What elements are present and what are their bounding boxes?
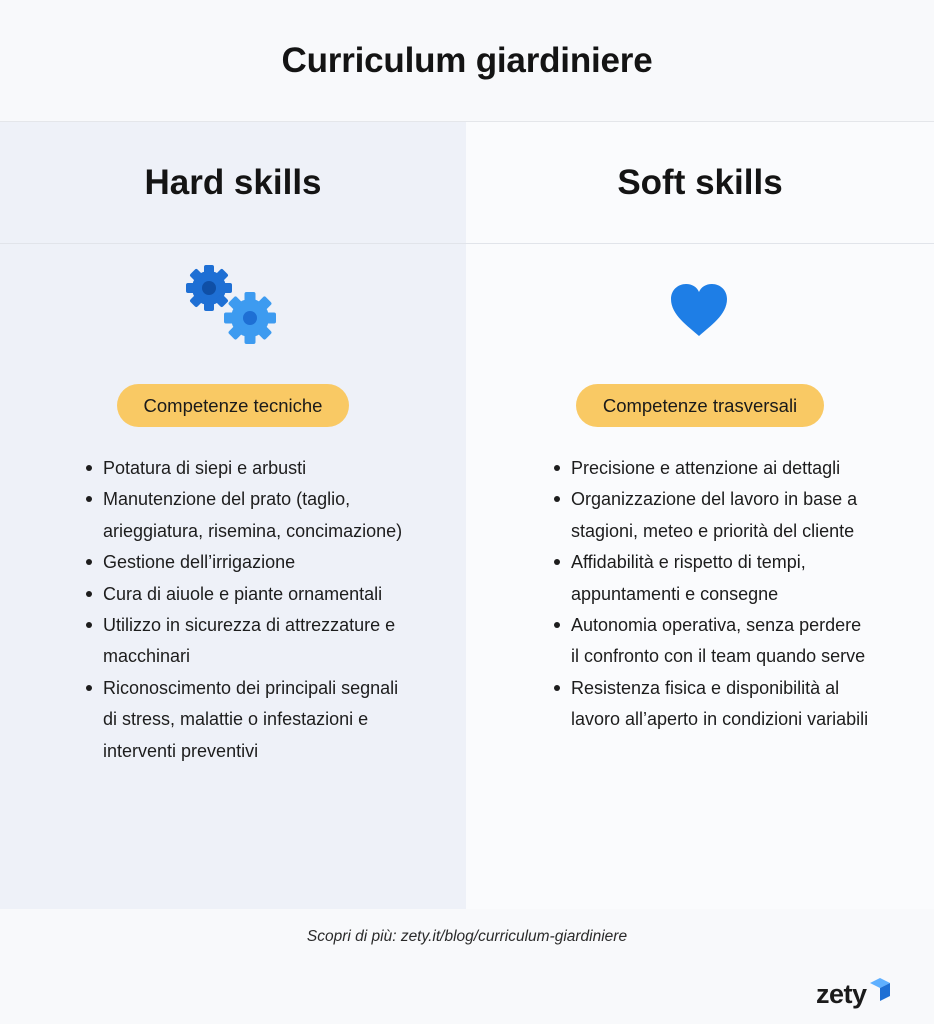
list-item: Resistenza fisica e disponibilità al lavoro all’aperto in condizioni variabili <box>552 673 872 736</box>
soft-skills-list <box>552 453 872 736</box>
hard-skills-header <box>0 122 466 244</box>
soft-skills-column <box>466 122 934 909</box>
list-item: Affidabilità e rispetto di tempi, appuntamenti e consegne <box>552 547 872 610</box>
source-link[interactable]: Scopri di più: zety.it/blog/curriculum-giardiniere <box>306 928 628 945</box>
list-item: Riconoscimento dei principali segnali di stress, malattie o infestazioni e interventi preventivi <box>84 673 414 767</box>
soft-skills-header <box>466 122 934 244</box>
hard-skills-list <box>84 453 414 767</box>
soft-skills-badge: Competenze trasversali <box>576 384 824 427</box>
list-item: Organizzazione del lavoro in base a stagioni, meteo e priorità del cliente <box>552 484 872 547</box>
gears-icon <box>182 262 282 346</box>
list-item: Utilizzo in sicurezza di attrezzature e macchinari <box>84 610 414 673</box>
zety-logo <box>816 974 896 1014</box>
list-item: Autonomia operativa, senza perdere il confronto con il team quando serve <box>552 610 872 673</box>
hard-skills-column <box>0 122 466 909</box>
list-item: Potatura di siepi e arbusti <box>84 453 414 484</box>
header <box>0 0 934 122</box>
list-item: Gestione dell’irrigazione <box>84 547 414 578</box>
logo-text: zety <box>816 978 867 1009</box>
page-title: Curriculum giardiniere <box>281 40 653 80</box>
hard-skills-heading: Hard skills <box>144 162 322 202</box>
list-item: Manutenzione del prato (taglio, arieggiatura, risemina, concimazione) <box>84 484 414 547</box>
list-item: Cura di aiuole e piante ornamentali <box>84 579 414 610</box>
heart-icon <box>668 282 730 338</box>
list-item: Precisione e attenzione ai dettagli <box>552 453 872 484</box>
hard-skills-badge: Competenze tecniche <box>117 384 349 427</box>
soft-skills-heading: Soft skills <box>617 162 783 202</box>
logo-cube-icon <box>868 976 892 1006</box>
